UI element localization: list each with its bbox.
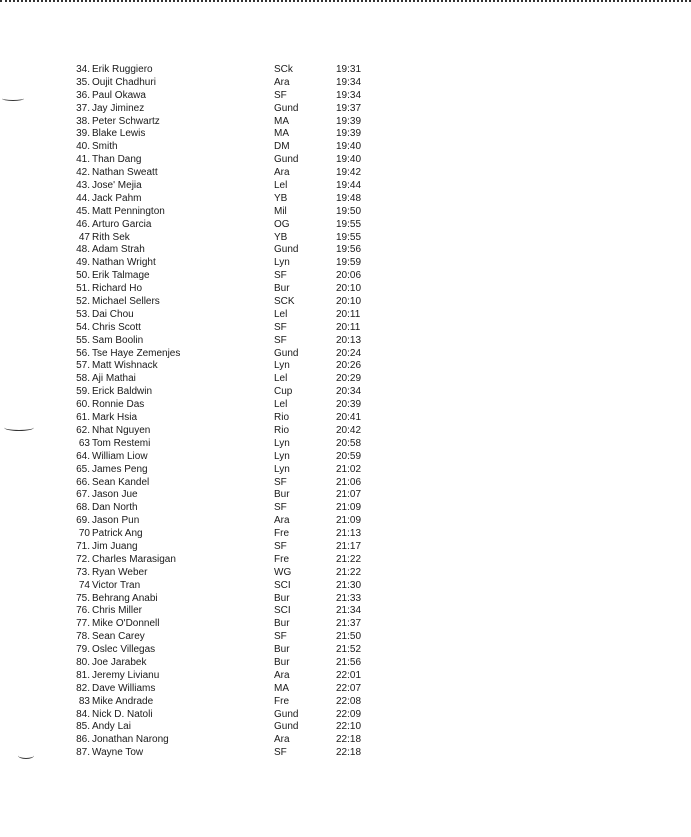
finish-time: 20:10 [336, 283, 362, 295]
runner-name: Nathan Wright [92, 257, 156, 269]
team-code: SF [274, 631, 287, 643]
result-place: 34. [76, 64, 90, 75]
finish-time: 19:39 [336, 128, 362, 140]
finish-time: 20:24 [336, 347, 362, 359]
runner-name: Paul Okawa [92, 89, 146, 101]
finish-time: 19:37 [336, 102, 362, 114]
result-row [64, 528, 394, 541]
team-code: Rio [274, 412, 290, 424]
result-place: 57. [76, 360, 90, 372]
team-code: Ara [274, 669, 290, 681]
finish-time: 19:34 [336, 76, 362, 88]
result-row [64, 438, 394, 451]
team-code: SF [274, 270, 287, 282]
finish-time: 20:39 [336, 399, 362, 411]
runner-name: Andy Lai [92, 721, 131, 733]
team-code: Lel [274, 180, 288, 192]
result-place: 50. [76, 270, 90, 282]
team-code: SCI [274, 605, 291, 617]
runner-name: Jason Jue [92, 489, 138, 501]
result-place: 65. [76, 463, 90, 475]
finish-time: 19:44 [336, 180, 362, 192]
runner-name: Tse Haye Zemenjes [92, 347, 181, 359]
runner-name: Jim Juang [92, 540, 138, 552]
result-place: 75. [76, 592, 90, 604]
finish-time: 22:01 [336, 669, 362, 681]
result-place: 47 [78, 231, 90, 243]
runner-name: Mike O'Donnell [92, 618, 160, 630]
result-row [64, 554, 394, 567]
finish-time: 22:18 [336, 747, 362, 759]
result-place: 66. [76, 476, 90, 488]
finish-time: 19:40 [336, 141, 362, 153]
finish-time: 19:48 [336, 192, 362, 204]
team-code: Lel [274, 308, 288, 320]
runner-name: Nathan Sweatt [92, 167, 158, 179]
finish-time: 21:33 [336, 592, 362, 604]
finish-time: 21:56 [336, 656, 362, 668]
result-row [64, 360, 394, 373]
finish-time: 19:39 [336, 115, 362, 127]
result-row [64, 193, 394, 206]
result-row [64, 180, 394, 193]
team-code: Mil [274, 205, 287, 217]
team-code: YB [274, 192, 288, 204]
runner-name: Sam Boolin [92, 334, 144, 346]
runner-name: Sean Kandel [92, 476, 150, 488]
finish-time: 20:11 [336, 321, 361, 333]
finish-time: 22:18 [336, 734, 362, 746]
result-place: 81. [76, 669, 90, 681]
runner-name: Ryan Weber [92, 566, 148, 578]
finish-time: 19:31 [336, 64, 362, 75]
finish-time: 21:34 [336, 605, 362, 617]
result-place: 71. [76, 540, 90, 552]
result-place: 51. [76, 283, 90, 295]
result-row [64, 721, 394, 734]
finish-time: 21:52 [336, 644, 362, 656]
results-list [64, 64, 394, 760]
team-code: Gund [274, 721, 299, 733]
team-code: Cup [274, 386, 293, 398]
finish-time: 19:40 [336, 154, 362, 166]
result-row [64, 335, 394, 348]
result-row [64, 219, 394, 232]
runner-name: Matt Wishnack [92, 360, 158, 372]
runner-name: Michael Sellers [92, 296, 160, 308]
runner-name: Sean Carey [92, 631, 145, 643]
result-place: 78. [76, 631, 90, 643]
result-row [64, 167, 394, 180]
runner-name: Than Dang [92, 154, 142, 166]
result-row [64, 257, 394, 270]
team-code: SCK [274, 296, 295, 308]
top-border-line [0, 0, 691, 5]
team-code: Lyn [274, 360, 290, 372]
result-row [64, 399, 394, 412]
runner-name: Chris Scott [92, 321, 141, 333]
result-place: 55. [76, 334, 90, 346]
result-row [64, 515, 394, 528]
result-row [64, 309, 394, 322]
runner-name: Behrang Anabi [92, 592, 158, 604]
result-place: 64. [76, 450, 90, 462]
result-place: 68. [76, 502, 90, 514]
result-row [64, 477, 394, 490]
finish-time: 20:13 [336, 334, 362, 346]
runner-name: Chris Miller [92, 605, 142, 617]
result-row [64, 77, 394, 90]
result-row [64, 683, 394, 696]
result-row [64, 502, 394, 515]
result-place: 87. [76, 747, 90, 759]
result-row [64, 283, 394, 296]
finish-time: 21:02 [336, 463, 362, 475]
finish-time: 19:55 [336, 218, 362, 230]
result-place: 59. [76, 386, 90, 398]
result-row [64, 580, 394, 593]
result-row [64, 64, 394, 77]
result-row [64, 605, 394, 618]
runner-name: Dave Williams [92, 682, 156, 694]
team-code: SF [274, 502, 287, 514]
result-place: 72. [76, 553, 90, 565]
result-place: 77. [76, 618, 90, 630]
result-place: 41. [76, 154, 90, 166]
runner-name: Blake Lewis [92, 128, 146, 140]
team-code: Fre [274, 553, 289, 565]
result-row [64, 657, 394, 670]
result-row [64, 451, 394, 464]
team-code: Ara [274, 515, 290, 527]
result-place: 61. [76, 412, 90, 424]
runner-name: Mike Andrade [92, 695, 154, 707]
team-code: Lel [274, 399, 288, 411]
result-place: 86. [76, 734, 90, 746]
result-place: 49. [76, 257, 90, 269]
runner-name: Arturo Garcia [92, 218, 152, 230]
runner-name: Joe Jarabek [92, 656, 147, 668]
team-code: Fre [274, 695, 289, 707]
runner-name: Tom Restemi [92, 437, 151, 449]
result-place: 37. [76, 102, 90, 114]
result-row [64, 734, 394, 747]
runner-name: Matt Pennington [92, 205, 165, 217]
result-place: 48. [76, 244, 90, 256]
finish-time: 19:55 [336, 231, 362, 243]
runner-name: Ronnie Das [92, 399, 145, 411]
result-place: 62. [76, 424, 90, 436]
scan-mark [18, 752, 34, 759]
result-row [64, 90, 394, 103]
result-place: 67. [76, 489, 90, 501]
runner-name: Oujit Chadhuri [92, 76, 156, 88]
team-code: Bur [274, 644, 290, 656]
finish-time: 20:58 [336, 437, 362, 449]
runner-name: Nick D. Natoli [92, 708, 153, 720]
scan-mark [2, 96, 24, 101]
result-place: 46. [76, 218, 90, 230]
finish-time: 20:42 [336, 424, 362, 436]
result-row [64, 464, 394, 477]
result-place: 39. [76, 128, 90, 140]
result-place: 76. [76, 605, 90, 617]
scan-mark [4, 424, 34, 431]
result-row [64, 747, 394, 760]
team-code: Gund [274, 347, 299, 359]
team-code: Lel [274, 373, 288, 385]
finish-time: 20:34 [336, 386, 362, 398]
finish-time: 21:13 [336, 528, 362, 540]
result-row [64, 141, 394, 154]
team-code: Ara [274, 76, 290, 88]
result-row [64, 348, 394, 361]
finish-time: 21:22 [336, 566, 362, 578]
team-code: Lyn [274, 463, 290, 475]
finish-time: 21:09 [336, 502, 362, 514]
finish-time: 21:37 [336, 618, 362, 630]
finish-time: 20:10 [336, 296, 362, 308]
result-place: 80. [76, 656, 90, 668]
result-place: 45. [76, 205, 90, 217]
result-place: 79. [76, 644, 90, 656]
runner-name: Peter Schwartz [92, 115, 160, 127]
runner-name: Erick Baldwin [92, 386, 153, 398]
finish-time: 21:50 [336, 631, 362, 643]
team-code: DM [274, 141, 290, 153]
result-row [64, 206, 394, 219]
result-place: 56. [76, 347, 90, 359]
team-code: Gund [274, 102, 299, 114]
team-code: SF [274, 476, 287, 488]
runner-name: Mark Hsia [92, 412, 138, 424]
result-row [64, 489, 394, 502]
result-place: 85. [76, 721, 90, 733]
result-place: 35. [76, 76, 90, 88]
team-code: SF [274, 540, 287, 552]
result-row [64, 296, 394, 309]
runner-name: Nhat Nguyen [92, 424, 151, 436]
result-row [64, 244, 394, 257]
team-code: Bur [274, 283, 290, 295]
result-place: 42. [76, 167, 90, 179]
team-code: Fre [274, 528, 289, 540]
result-place: 60. [76, 399, 90, 411]
result-place: 73. [76, 566, 90, 578]
result-row [64, 128, 394, 141]
finish-time: 20:41 [336, 412, 362, 424]
result-row [64, 425, 394, 438]
finish-time: 20:06 [336, 270, 362, 282]
result-row [64, 696, 394, 709]
team-code: Rio [274, 424, 290, 436]
result-place: 69. [76, 515, 90, 527]
team-code: Bur [274, 656, 290, 668]
team-code: SF [274, 89, 287, 101]
runner-name: Wayne Tow [92, 747, 144, 759]
result-place: 52. [76, 296, 90, 308]
team-code: Bur [274, 489, 290, 501]
result-place: 36. [76, 89, 90, 101]
finish-time: 21:06 [336, 476, 362, 488]
runner-name: Oslec Villegas [92, 644, 156, 656]
finish-time: 22:09 [336, 708, 362, 720]
finish-time: 22:10 [336, 721, 362, 733]
runner-name: Jose' Mejia [92, 180, 142, 192]
runner-name: Jeremy Livianu [92, 669, 160, 681]
result-place: 74 [78, 579, 90, 591]
result-row [64, 103, 394, 116]
result-row [64, 116, 394, 129]
finish-time: 20:11 [336, 308, 361, 320]
result-place: 83 [78, 695, 90, 707]
result-row [64, 631, 394, 644]
result-row [64, 567, 394, 580]
finish-time: 21:17 [336, 540, 362, 552]
team-code: MA [274, 128, 289, 140]
runner-name: Jack Pahm [92, 192, 142, 204]
team-code: Lyn [274, 257, 290, 269]
team-code: Gund [274, 154, 299, 166]
result-row [64, 670, 394, 683]
result-place: 70 [78, 528, 90, 540]
runner-name: Dan North [92, 502, 138, 514]
team-code: SF [274, 747, 287, 759]
runner-name: William Liow [92, 450, 148, 462]
team-code: MA [274, 115, 289, 127]
result-row [64, 373, 394, 386]
result-place: 40. [76, 141, 90, 153]
runner-name: Rith Sek [92, 231, 130, 243]
result-row [64, 593, 394, 606]
team-code: Gund [274, 708, 299, 720]
finish-time: 20:59 [336, 450, 362, 462]
finish-time: 21:07 [336, 489, 362, 501]
runner-name: Aji Mathai [92, 373, 136, 385]
finish-time: 19:34 [336, 89, 362, 101]
result-place: 58. [76, 373, 90, 385]
finish-time: 19:42 [336, 167, 362, 179]
finish-time: 22:07 [336, 682, 362, 694]
team-code: Gund [274, 244, 299, 256]
runner-name: Charles Marasigan [92, 553, 176, 565]
result-row [64, 270, 394, 283]
team-code: SF [274, 334, 287, 346]
runner-name: Patrick Ang [92, 528, 143, 540]
result-place: 44. [76, 192, 90, 204]
result-place: 38. [76, 115, 90, 127]
finish-time: 21:30 [336, 579, 362, 591]
result-place: 63 [78, 437, 90, 449]
team-code: SCI [274, 579, 291, 591]
team-code: YB [274, 231, 288, 243]
result-row [64, 412, 394, 425]
finish-time: 19:56 [336, 244, 362, 256]
result-place: 53. [76, 308, 90, 320]
runner-name: Jason Pun [92, 515, 140, 527]
result-row [64, 709, 394, 722]
team-code: MA [274, 682, 289, 694]
finish-time: 19:59 [336, 257, 362, 269]
team-code: SF [274, 321, 287, 333]
result-place: 54. [76, 321, 90, 333]
runner-name: Erik Talmage [92, 270, 150, 282]
team-code: Bur [274, 618, 290, 630]
team-code: Lyn [274, 450, 290, 462]
runner-name: James Peng [92, 463, 148, 475]
finish-time: 21:22 [336, 553, 362, 565]
runner-name: Dai Chou [92, 308, 134, 320]
runner-name: Jonathan Narong [92, 734, 169, 746]
finish-time: 19:50 [336, 205, 362, 217]
result-row [64, 386, 394, 399]
team-code: Ara [274, 734, 290, 746]
finish-time: 20:29 [336, 373, 362, 385]
team-code: Lyn [274, 437, 290, 449]
result-row [64, 232, 394, 245]
team-code: SCk [274, 64, 293, 75]
finish-time: 21:09 [336, 515, 362, 527]
runner-name: Jay Jiminez [92, 102, 145, 114]
result-place: 82. [76, 682, 90, 694]
runner-name: Victor Tran [92, 579, 141, 591]
result-row [64, 644, 394, 657]
team-code: Ara [274, 167, 290, 179]
result-row [64, 618, 394, 631]
team-code: OG [274, 218, 290, 230]
finish-time: 22:08 [336, 695, 362, 707]
finish-time: 20:26 [336, 360, 362, 372]
runner-name: Erik Ruggiero [92, 64, 153, 75]
team-code: WG [274, 566, 292, 578]
result-place: 43. [76, 180, 90, 192]
team-code: Bur [274, 592, 290, 604]
result-row [64, 541, 394, 554]
runner-name: Adam Strah [92, 244, 145, 256]
runner-name: Smith [92, 141, 118, 153]
result-row [64, 322, 394, 335]
result-place: 84. [76, 708, 90, 720]
runner-name: Richard Ho [92, 283, 143, 295]
result-row [64, 154, 394, 167]
